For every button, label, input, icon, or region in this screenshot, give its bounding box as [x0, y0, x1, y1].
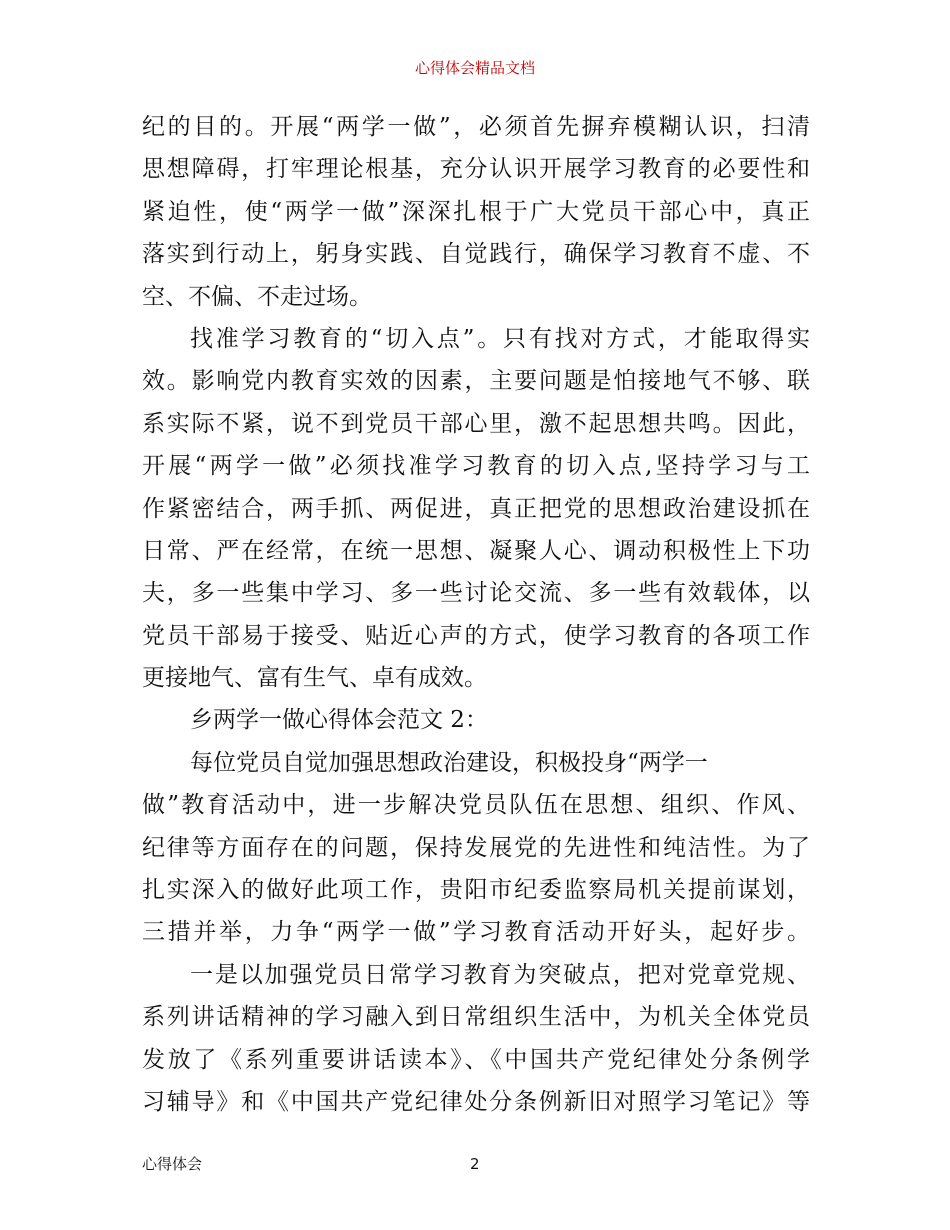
body-line: 纪的目的。开展“两学一做”，必须首先摒弃模糊认识，扫清: [142, 114, 810, 140]
body-line: 纪律等方面存在的问题，保持发展党的先进性和纯洁性。为了: [142, 834, 810, 861]
body-line: 落实到行动上，躬身实践、自觉践行，确保学习教育不虚、不: [142, 241, 810, 268]
body-line: 系实际不紧，说不到党员干部心里，激不起思想共鸣。因此，: [142, 410, 810, 437]
section-heading: 乡两学一做心得体会范文 2：: [190, 707, 488, 734]
body-line: 系列讲话精神的学习融入到日常组织生活中，为机关全体党员: [142, 1004, 810, 1031]
body-line: 每位党员自觉加强思想政治建设，积极投身“两学一: [190, 749, 708, 776]
body-line: 效。影响党内教育实效的因素，主要问题是怕接地气不够、联: [142, 368, 810, 395]
body-line: 扎实深入的做好此项工作，贵阳市纪委监察局机关提前谋划，: [142, 877, 810, 904]
body-line: 党员干部易于接受、贴近心声的方式，使学习教育的各项工作: [142, 622, 810, 649]
body-line: 思想障碍，打牢理论根基，充分认识开展学习教育的必要性和: [142, 156, 810, 183]
body-line: 发放了《系列重要讲话读本》、《中国共产党纪律处分条例学: [142, 1046, 810, 1073]
body-line: 日常、严在经常，在统一思想、凝聚人心、调动积极性上下功: [142, 537, 810, 564]
header-title: 心得体会精品文档: [414, 59, 535, 77]
body-line: 习辅导》和《中国共产党纪律处分条例新旧对照学习笔记》等: [142, 1088, 810, 1115]
document-body: [142, 106, 810, 1123]
page-footer: [142, 1153, 810, 1175]
body-line: 空、不偏、不走过场。: [142, 283, 372, 310]
page-number: 2: [470, 1155, 480, 1173]
body-line: 一是以加强党员日常学习教育为突破点，把对党章党规、: [190, 961, 810, 988]
body-line: 更接地气、富有生气、卓有成效。: [142, 665, 487, 692]
body-line: 找准学习教育的“切入点”。只有找对方式，才能取得实: [190, 325, 810, 352]
body-line: 三措并举，力争“两学一做”学习教育活动开好头，起好步。: [142, 919, 810, 946]
body-line: 作紧密结合，两手抓、两促进，真正把党的思想政治建设抓在: [142, 495, 810, 522]
body-line: 做”教育活动中，进一步解决党员队伍在思想、组织、作风、: [142, 792, 810, 819]
body-line: 夫，多一些集中学习、多一些讨论交流、多一些有效载体，以: [142, 580, 810, 607]
body-line: 紧迫性，使“两学一做”深深扎根于广大党员干部心中，真正: [142, 198, 810, 225]
body-line: 开展“两学一做”必须找准学习教育的切入点,坚持学习与工: [142, 453, 810, 480]
page-header: [0, 58, 950, 78]
footer-label: 心得体会: [142, 1155, 203, 1173]
